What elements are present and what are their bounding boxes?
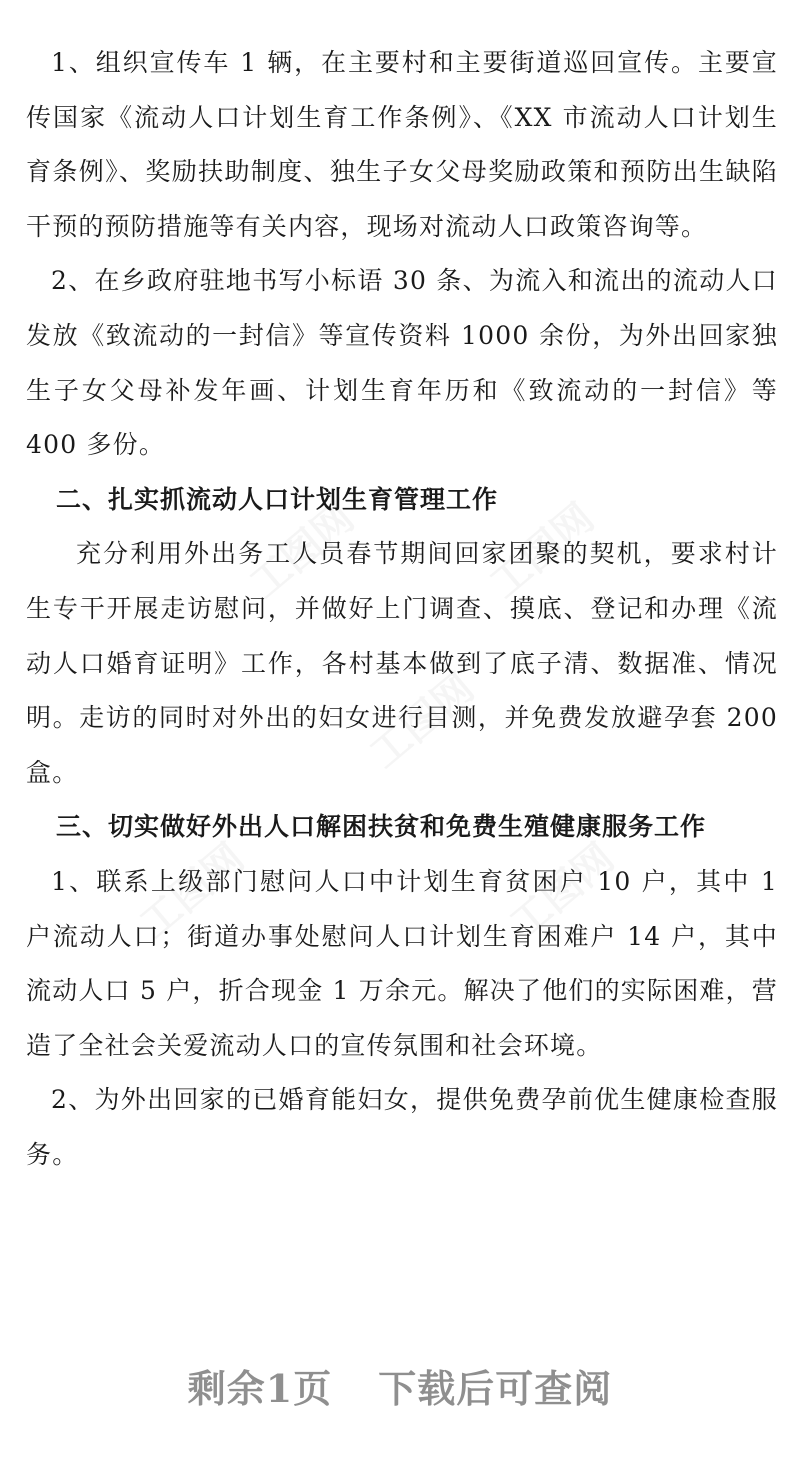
document-body	[26, 36, 778, 1182]
paragraph-item-1: 1、组织宣传车 1 辆，在主要村和主要街道巡回宣传。主要宣传国家《流动人口计划生育工作条例》、《XX 市流动人口计划生育条例》、奖励扶助制度、独生子女父母奖励政策和预防出生缺陷干预的预防措施等有关内容，现场对流动人口政策咨询等。	[26, 48, 778, 241]
paragraph-item-1: 1、联系上级部门慰问人口中计划生育贫困户 10 户，其中 1 户流动人口；街道办事处慰问人口计划生育困难户 14 户，其中流动人口 5 户，折合现金 1 万余元。解决了他们的实际困难，营造了全社会关爱流动人口的宣传氛围和社会环境。	[26, 866, 779, 1060]
paragraph-item-2: 2、在乡政府驻地书写小标语 30 条、为流入和流出的流动人口发放《致流动的一封信》等宣传资料 1000 余份，为外出回家独生子女父母补发年画、计划生育年历和《致流动的一封信》等 400 多份。	[26, 266, 778, 460]
remaining-pages-label: 剩余1页	[187, 1366, 333, 1411]
watermark: 工图网	[241, 494, 363, 608]
watermark: 工图网	[131, 834, 253, 948]
paragraph-item-2: 2、为外出回家的已婚育能妇女，提供免费孕前优生健康检查服务。	[26, 1085, 778, 1169]
paragraph-body: 充分利用外出务工人员春节期间回家团聚的契机，要求村计生专干开展走访慰问，并做好上门调查、摸底、登记和办理《流动人口婚育证明》工作，各村基本做到了底子清、数据准、情况明。走访的同时对外出的妇女进行目测，并免费发放避孕套 200 盒。	[26, 539, 778, 787]
watermark: 工图网	[481, 494, 603, 608]
watermark: 工图网	[501, 834, 623, 948]
section-heading-3: 三、切实做好外出人口解困扶贫和免费生殖健康服务工作	[56, 812, 707, 842]
section-heading-2: 二、扎实抓流动人口计划生育管理工作	[56, 484, 499, 514]
watermark: 工图网	[361, 664, 483, 778]
download-hint-label: 下载后可查阅	[378, 1366, 613, 1411]
download-prompt[interactable]	[0, 1358, 800, 1413]
